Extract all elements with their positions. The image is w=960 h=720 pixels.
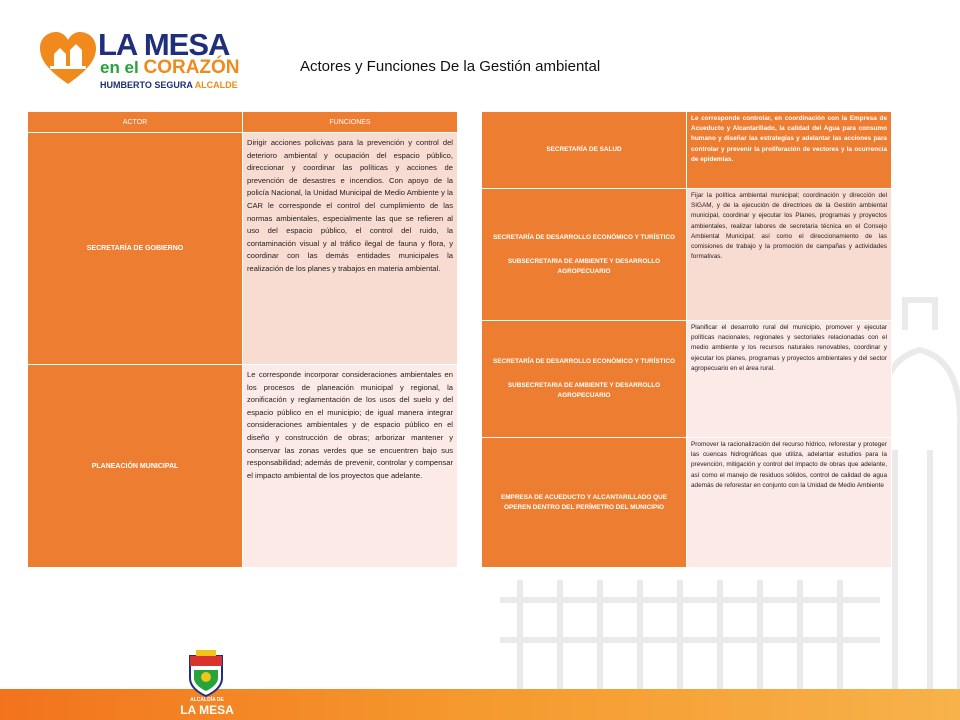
table-row [482, 189, 892, 321]
functions-cell: Dirigir acciones policivas para la prevención y control del deterioro ambiental y ocupación del espacio público, direccionar y coordinar las políticas y acciones de prevención de desastres e incendios. Con apoyo de la policía Nacional, la Unidad Municipal de Medio Ambiente y la CAR le corresponde el control del cumplimiento de las normas ambientales, especialmente las que se refieren al uso del espacio público, el control del ruido, la contaminación visual y al tráfico ilegal de fauna y flora, y coordinar con las demás entidades municipales la realización de los planes y trabajos en materia ambiental. [243, 133, 458, 365]
header-functions: FUNCIONES [243, 112, 458, 133]
actor-cell: EMPRESA DE ACUEDUCTO Y ALCANTARILLADO QUE OPEREN DENTRO DEL PERÍMETRO DEL MUNICIPIO [482, 438, 687, 568]
footer-bar [0, 689, 960, 720]
table-row [482, 321, 892, 438]
table-row [482, 112, 892, 189]
functions-cell: Planificar el desarrollo rural del municipio, promover y ejecutar políticas nacionales, regionales y sectoriales relacionadas con el medio ambiente y los recursos naturales renovables, coordinar y ejecutar los planes, programas y proyectos ambientales y del sector agropecuario en el área rural. [687, 321, 892, 438]
page-title: Actores y Funciones De la Gestión ambiental [300, 58, 601, 75]
crest-caption: ALCALDÍA DE [190, 697, 224, 703]
functions-cell: Promover la racionalización del recurso hídrico, reforestar y proteger las cuencas hidrográficas que utiliza, adelantar estudios para la prevención, mitigación y control del impacto de obras que adelante, así como el manejo de residuos sólidos, control de calidad de agua además de reforestar en conjunto con la Unidad de Medio Ambiente [687, 438, 892, 568]
actors-table-right [481, 111, 892, 568]
actor-cell: SECRETARÍA DE DESARROLLO ECONÓMICO Y TURÍSTICO SUBSECRETARIA DE AMBIENTE Y DESARROLLO AGROPECUARIO [482, 189, 687, 321]
la-mesa-logo [38, 28, 238, 96]
table-row [28, 133, 458, 365]
actor-cell: SECRETARÍA DE GOBIERNO [28, 133, 243, 365]
table-row [482, 438, 892, 568]
functions-cell: Le corresponde incorporar consideraciones ambientales en los procesos de planeación municipal y regional, la zonificación y reglamentación de los usos del suelo y del espacio público en el municipio; de igual manera integrar consideraciones ambientales y de espacio público en el diseño y construcción de obras; arborizar mantener y conservar las zonas verdes que se encuentren bajo sus responsabilidad; además de prevenir, controlar y compensar el impacto ambiental de los proyectos que adelante. [243, 365, 458, 568]
header-actor: ACTOR [28, 112, 243, 133]
crest-name: LA MESA [180, 703, 234, 717]
logo-line-3: HUMBERTO SEGURA ALCALDE [100, 80, 238, 90]
actors-table-left [27, 111, 458, 568]
municipal-crest-icon [184, 648, 228, 700]
logo-line-2: en el CORAZÓN [100, 57, 240, 78]
actor-cell: SECRETARÍA DE SALUD [482, 112, 687, 189]
actor-cell: SECRETARÍA DE DESARROLLO ECONÓMICO Y TURÍSTICO SUBSECRETARIA DE AMBIENTE Y DESARROLLO AGROPECUARIO [482, 321, 687, 438]
heart-icon [38, 30, 98, 88]
logo-line-1: LA MESA [98, 27, 230, 62]
actor-cell: PLANEACIÓN MUNICIPAL [28, 365, 243, 568]
table-row [28, 365, 458, 568]
functions-cell: Le corresponde controlar, en coordinación con la Empresa de Acueducto y Alcantarillado, la calidad del Agua para consumo humano y diseñar las estrategias y adelantar las acciones para controlar y prevenir la proliferación de vectores y la ocurrencia de epidemias. [687, 112, 892, 189]
functions-cell: Fijar la política ambiental municipal; coordinación y dirección del SIGAM, y de la ejecución de directrices de la Gestión ambiental municipal, coordinar y ejecutar los Planes, programas y proyectos ambientales, realizar labores de secretaria técnica en el Consejo Ambiental Municipal; así como el direccionamiento de las comisiones de trabajo y la promoción de campañas y actividades formativas. [687, 189, 892, 321]
